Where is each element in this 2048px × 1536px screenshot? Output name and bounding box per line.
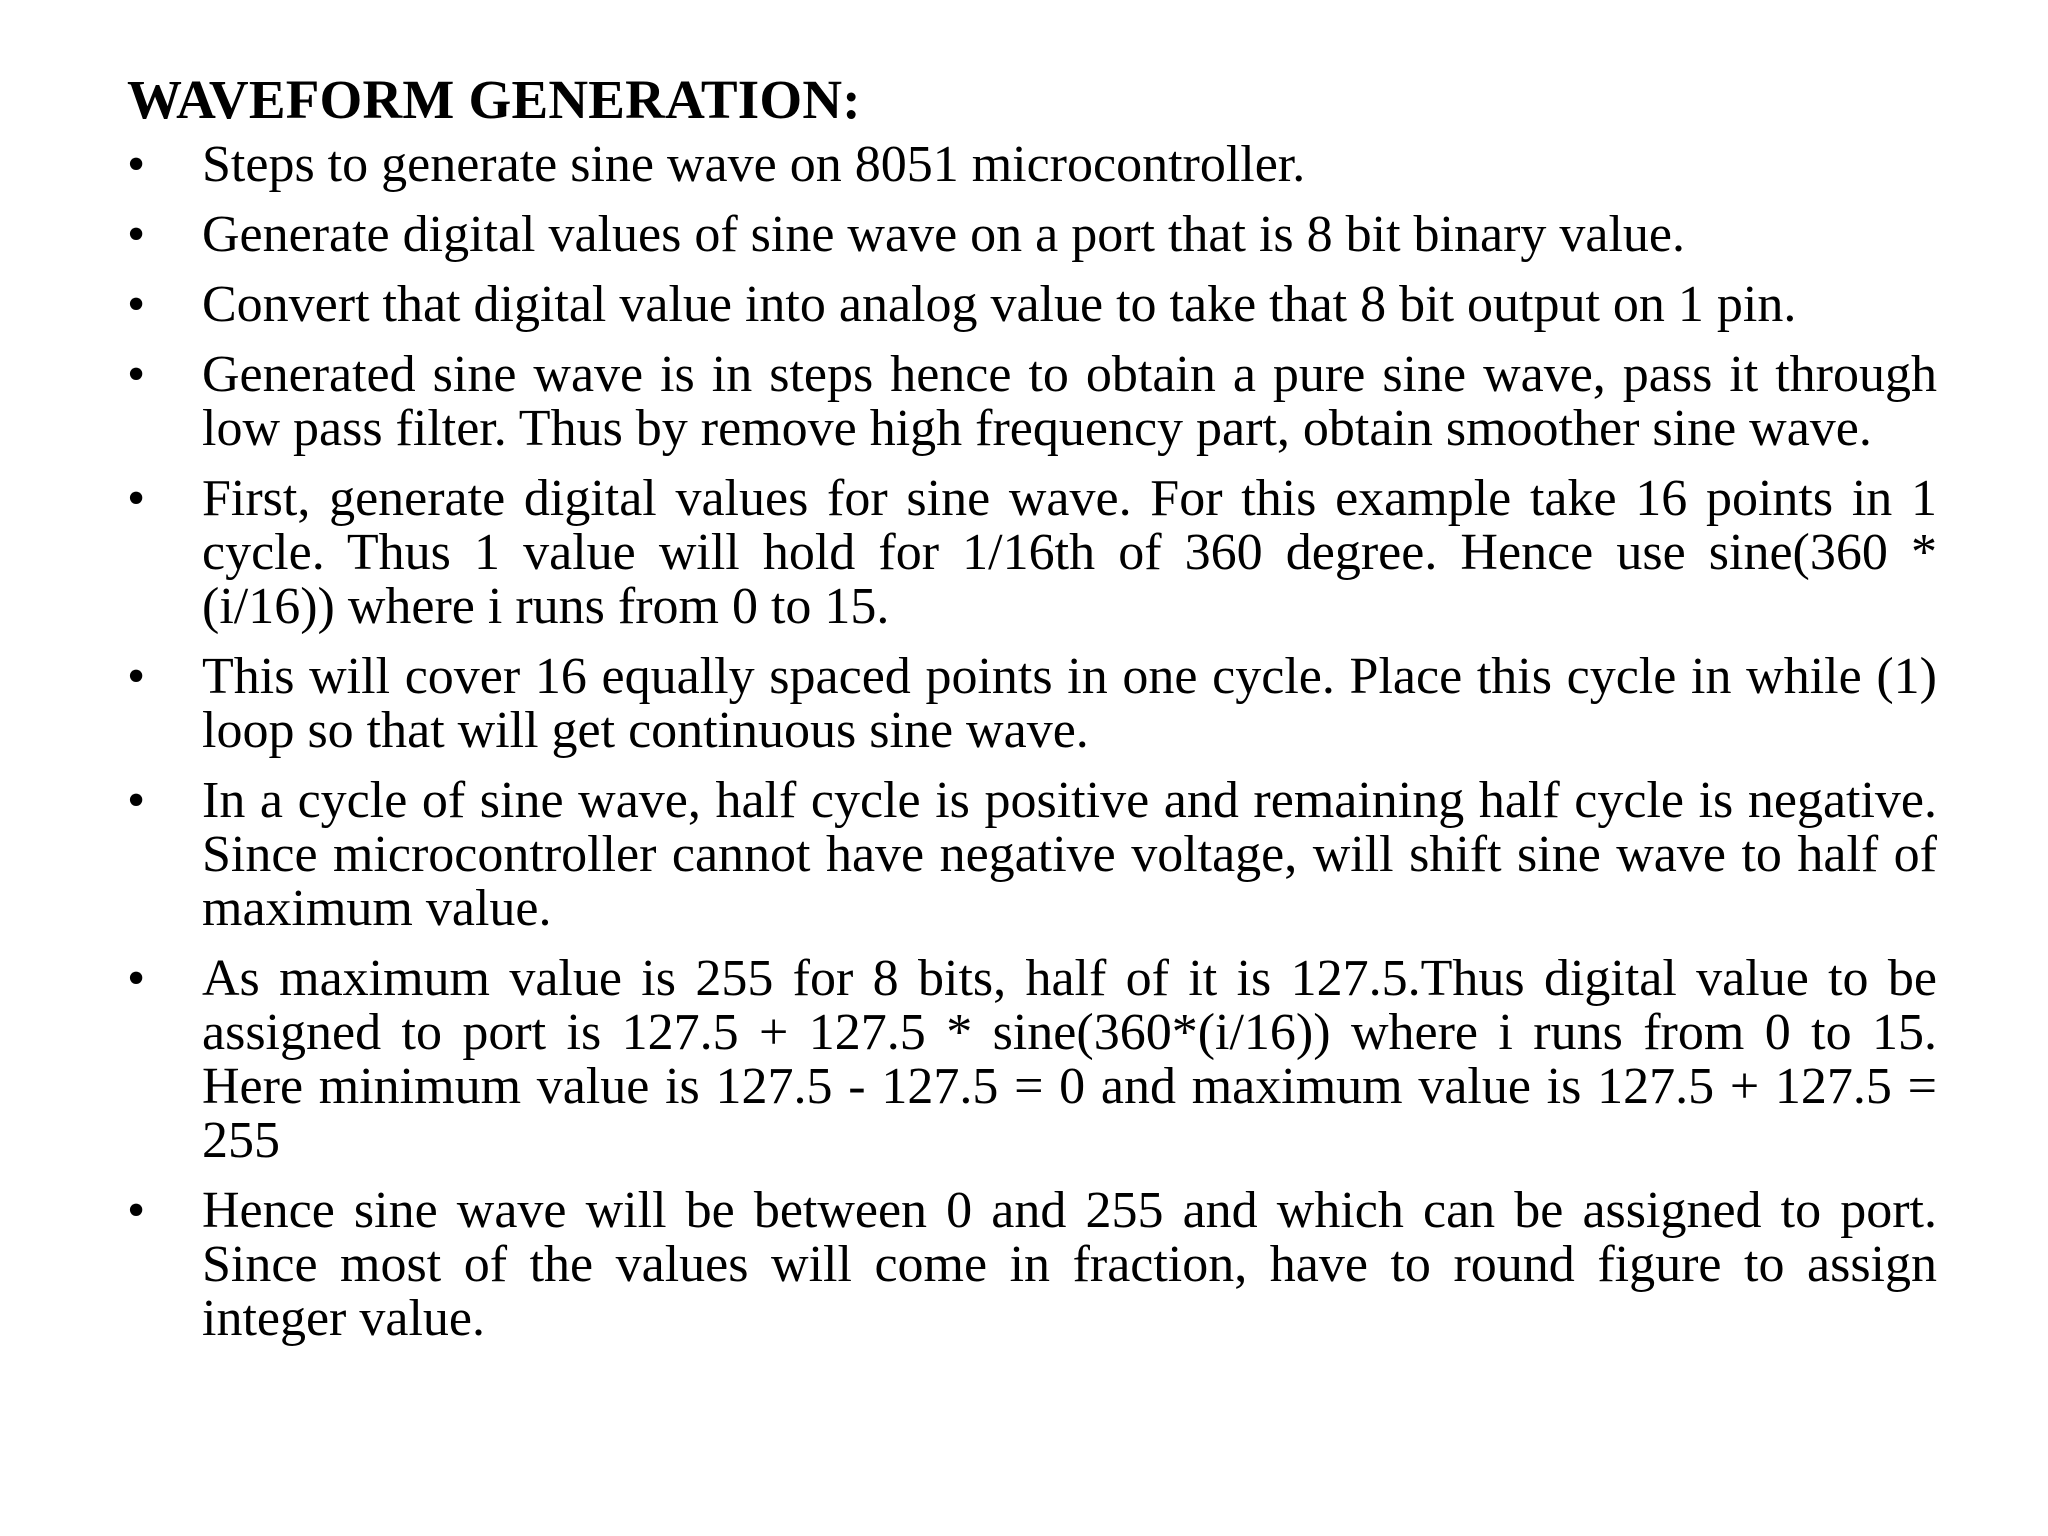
bullet-icon: • <box>127 772 146 829</box>
slide <box>127 70 1937 1346</box>
bullet-item <box>127 650 1937 758</box>
bullet-text: This will cover 16 equally spaced points in one cycle. Place this cycle in while (1) loop so that will get continuous sine wave. <box>202 648 1937 759</box>
bullet-item <box>127 774 1937 936</box>
bullet-text: Convert that digital value into analog value to take that 8 bit output on 1 pin. <box>202 276 1797 333</box>
bullet-icon: • <box>127 206 146 263</box>
bullet-item <box>127 208 1937 262</box>
bullet-icon: • <box>127 276 146 333</box>
bullet-item <box>127 1184 1937 1346</box>
bullet-text: First, generate digital values for sine wave. For this example take 16 points in 1 cycle. Thus 1 value will hold for 1/16th of 360 degree. Hence use sine(360 * (i/16)) where i runs from 0 to 15. <box>202 470 1937 635</box>
bullet-text: As maximum value is 255 for 8 bits, half of it is 127.5.Thus digital value to be assigned to port is 127.5 + 127.5 * sine(360*(i/16)) where i runs from 0 to 15. Here minimum value is 127.5 - 127.5 = 0 and maximum value is 127.5 + 127.5 = 255 <box>202 950 1937 1169</box>
bullet-icon: • <box>127 346 146 403</box>
bullet-text: Hence sine wave will be between 0 and 255 and which can be assigned to port. Since most of the values will come in fraction, have to round figure to assign integer value. <box>202 1182 1937 1347</box>
bullet-icon: • <box>127 136 146 193</box>
bullet-text: In a cycle of sine wave, half cycle is positive and remaining half cycle is negative. Since microcontroller cannot have negative voltage, will shift sine wave to half of maximum value. <box>202 772 1937 937</box>
page-title: WAVEFORM GENERATION: <box>127 69 861 130</box>
bullet-text: Generate digital values of sine wave on a port that is 8 bit binary value. <box>202 206 1685 263</box>
bullet-item <box>127 138 1937 192</box>
bullet-text: Steps to generate sine wave on 8051 microcontroller. <box>202 136 1306 193</box>
bullet-icon: • <box>127 1182 146 1239</box>
bullet-item <box>127 952 1937 1168</box>
bullet-item <box>127 278 1937 332</box>
bullet-text: Generated sine wave is in steps hence to obtain a pure sine wave, pass it through low pass filter. Thus by remove high frequency part, obtain smoother sine wave. <box>202 346 1937 457</box>
bullet-icon: • <box>127 950 146 1007</box>
bullet-item <box>127 472 1937 634</box>
bullet-icon: • <box>127 470 146 527</box>
bullet-list <box>127 138 1937 1346</box>
bullet-icon: • <box>127 648 146 705</box>
bullet-item <box>127 348 1937 456</box>
